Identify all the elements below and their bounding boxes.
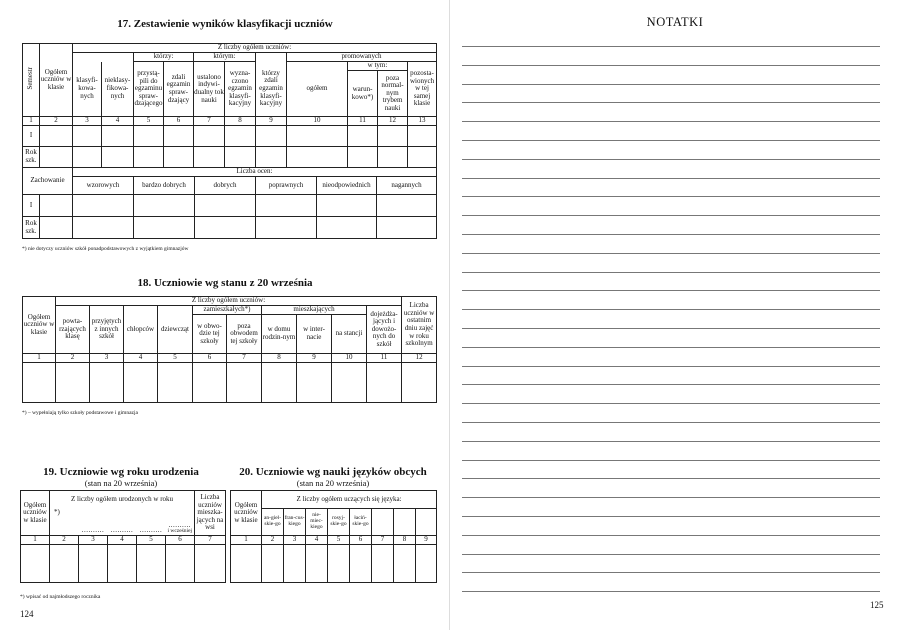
col-dojezdzajacych: dojeżdża-jących i dowożo-nych do szkół: [367, 306, 402, 354]
lang-blank-1[interactable]: [372, 509, 394, 536]
footnote-19: *) wpisać od najmłodszego rocznika: [20, 594, 101, 600]
col-klasyfikowanych: klasyfi-kowa-nych: [73, 62, 102, 117]
note-line[interactable]: [462, 460, 880, 461]
zachowanie-header: Zachowanie: [23, 168, 73, 195]
note-line[interactable]: [462, 441, 880, 442]
col-zdali-sprawdzajacy: zdali egzamin spraw-dzający: [164, 62, 194, 117]
page-number-right: 125: [870, 600, 884, 610]
lang-rosyjski: rosyj-skie-go: [328, 509, 350, 536]
col-przystapili: przystą-pili do egzaminu spraw-dzającego: [134, 62, 164, 117]
section-20-title: 20. Uczniowie wg nauki języków obcych: [239, 466, 427, 478]
col-na-stancji: na stancji: [332, 315, 367, 354]
col-na-wsi: Liczba uczniów mieszka-jących na wsi: [195, 491, 226, 536]
ogolem-header: Ogółem uczniów w klasie: [40, 44, 73, 117]
ogolem-header: Ogółem uczniów w klasie: [21, 491, 50, 536]
note-line[interactable]: [462, 253, 880, 254]
z-liczby-header: Z liczby ogółem uczących się języka:: [262, 491, 437, 509]
section-20-subtitle: (stan na 20 września): [296, 478, 370, 488]
col-indywidualny-tok: ustalono indywi-dualny tok nauki: [194, 62, 225, 117]
ogolem-header: Ogółem uczniów w klasie: [23, 297, 56, 354]
note-line[interactable]: [462, 422, 880, 423]
col-ogolem-promowanych: ogółem: [287, 62, 348, 117]
lang-lacinski: łaciń-skie-go: [350, 509, 372, 536]
note-line[interactable]: [462, 478, 880, 479]
section-17-title: 17. Zestawienie wyników klasyfikacji uczniów: [117, 18, 333, 30]
row-label-semester-1: I: [23, 195, 40, 217]
note-line[interactable]: [462, 102, 880, 103]
col-w-internacie: w inter-nacie: [297, 315, 332, 354]
lang-niemiecki: nie-miec-kiego: [306, 509, 328, 536]
section-19-subtitle: (stan na 20 września): [84, 478, 158, 488]
section-19-title: 19. Uczniowie wg roku urodzenia: [43, 466, 199, 478]
note-line[interactable]: [462, 309, 880, 310]
notes-title: NOTATKI: [646, 15, 704, 29]
section-18-title: 18. Uczniowie wg stanu z 20 września: [137, 277, 313, 289]
note-line[interactable]: [462, 272, 880, 273]
col-dziewczat: dziewcząt: [158, 306, 193, 354]
footnote-17: *) nie dotyczy uczniów szkół ponadpodstawowych z wyjątkiem gimnazjów: [22, 246, 189, 252]
promowanych-header: promowanych: [287, 53, 437, 62]
ogolem-header: Ogółem uczniów w klasie: [231, 491, 262, 536]
ktorzy-header: którzy:: [134, 53, 194, 62]
col-powtarzajacych: powta-rzających klasę: [56, 306, 90, 354]
zamieszkalych-header: zamieszkałych*): [193, 306, 262, 315]
year-3: ..........: [110, 526, 134, 535]
lang-blank-2[interactable]: [394, 509, 416, 536]
table-20: [230, 490, 437, 583]
ocena-poprawnych: poprawnych: [256, 177, 317, 195]
lang-blank-3[interactable]: [416, 509, 437, 536]
table-row: [21, 545, 226, 583]
table-row: [23, 195, 437, 217]
page-number-left: 124: [20, 609, 34, 619]
lang-angielski: an-giel-skie-go: [262, 509, 284, 536]
note-line[interactable]: [462, 290, 880, 291]
table-17: [22, 43, 437, 168]
note-line[interactable]: [462, 572, 880, 573]
table-row: [23, 126, 437, 147]
year-2: ..........: [81, 526, 105, 535]
mieszkajacych-header: mieszkających: [262, 306, 367, 315]
note-line[interactable]: [462, 554, 880, 555]
year-1: *): [50, 509, 79, 536]
table-row: [23, 147, 437, 168]
note-line[interactable]: [462, 159, 880, 160]
col-poza-obwodem: poza obwodem tej szkoły: [227, 315, 262, 354]
note-line[interactable]: [462, 84, 880, 85]
note-line[interactable]: [462, 121, 880, 122]
note-line[interactable]: [462, 497, 880, 498]
number-row-20: 1 2 3 4 5 6 7 8 9: [231, 536, 437, 545]
note-line[interactable]: [462, 140, 880, 141]
note-line[interactable]: [462, 591, 880, 592]
table-19: [20, 490, 226, 583]
table-18: [22, 296, 437, 403]
col-w-domu: w domu rodzin-nym: [262, 315, 297, 354]
z-liczby-header: Z liczby ogółem uczniów:: [73, 44, 437, 53]
ocena-nagannych: nagannych: [377, 177, 437, 195]
note-line[interactable]: [462, 46, 880, 47]
note-line[interactable]: [462, 234, 880, 235]
note-line[interactable]: [462, 384, 880, 385]
note-line[interactable]: [462, 535, 880, 536]
row-label-semester-1: I: [23, 126, 40, 147]
col-w-obwodzie: w obwo-dzie tej szkoły: [193, 315, 227, 354]
col-poza-trybem: poza normal-nym trybem nauki: [378, 71, 408, 117]
year-5: .......... i wcześniej: [166, 509, 195, 536]
ocena-nieodpowiednich: nieodpowiednich: [317, 177, 377, 195]
table-row: [231, 545, 437, 583]
col-ostatni-dzien: Liczba uczniów w ostatnim dniu zajęć w roku szkolnym: [402, 297, 437, 354]
number-row-17: 1 2 3 4 5 6 7 8 9 10 11 12 13: [23, 117, 437, 126]
col-nieklasyfikowanych: nieklasy-fikowa-nych: [102, 62, 134, 117]
col-warunkowo: warun-kowo*): [348, 71, 378, 117]
note-line[interactable]: [462, 328, 880, 329]
note-line[interactable]: [462, 196, 880, 197]
w-tym-header: w tym:: [348, 62, 408, 71]
col-zdali-klasyfikacyjny: którzy zdali egzamin klasyfi-kacyjny: [256, 62, 287, 117]
note-line[interactable]: [462, 366, 880, 367]
col-przyjetych: przyjętych z innych szkół: [90, 306, 124, 354]
number-row-18: 1 2 3 4 5 6 7 8 9 10 11 12: [23, 354, 437, 363]
note-line[interactable]: [462, 516, 880, 517]
table-row: [23, 363, 437, 403]
row-label-rok-szk: Rok szk.: [23, 147, 40, 168]
z-liczby-header: Z liczby ogółem urodzonych w roku: [50, 491, 195, 509]
note-line[interactable]: [462, 215, 880, 216]
row-label-rok-szk: Rok szk.: [23, 217, 40, 239]
note-line[interactable]: [462, 65, 880, 66]
table-17-zachowanie: [22, 167, 437, 239]
ocena-dobrych: dobrych: [195, 177, 256, 195]
liczba-ocen-header: Liczba ocen:: [73, 168, 437, 177]
note-line[interactable]: [462, 347, 880, 348]
z-liczby-header: Z liczby ogółem uczniów:: [56, 297, 402, 306]
footnote-18: *) – wypełniają tylko szkoły podstawowe i gimnazja: [22, 410, 138, 416]
lang-francuski: fran-cus-kiego: [284, 509, 306, 536]
col-wyznaczono-egzamin: wyzna-czono egzamin klasyfi-kacyjny: [225, 62, 256, 117]
col-pozostawionych: pozosta-wionych w tej samej klasie: [408, 62, 437, 117]
note-line[interactable]: [462, 403, 880, 404]
semestr-header: Semestr: [23, 44, 40, 117]
note-line[interactable]: [462, 178, 880, 179]
ktorym-header: którym:: [194, 53, 256, 62]
number-row-19: 1 2 3 4 5 6 7: [21, 536, 226, 545]
year-4: ..........: [139, 526, 163, 535]
ocena-bardzo-dobrych: bardzo dobrych: [134, 177, 195, 195]
col-chlopcow: chłopców: [124, 306, 158, 354]
table-row: [23, 217, 437, 239]
ocena-wzorowych: wzorowych: [73, 177, 134, 195]
